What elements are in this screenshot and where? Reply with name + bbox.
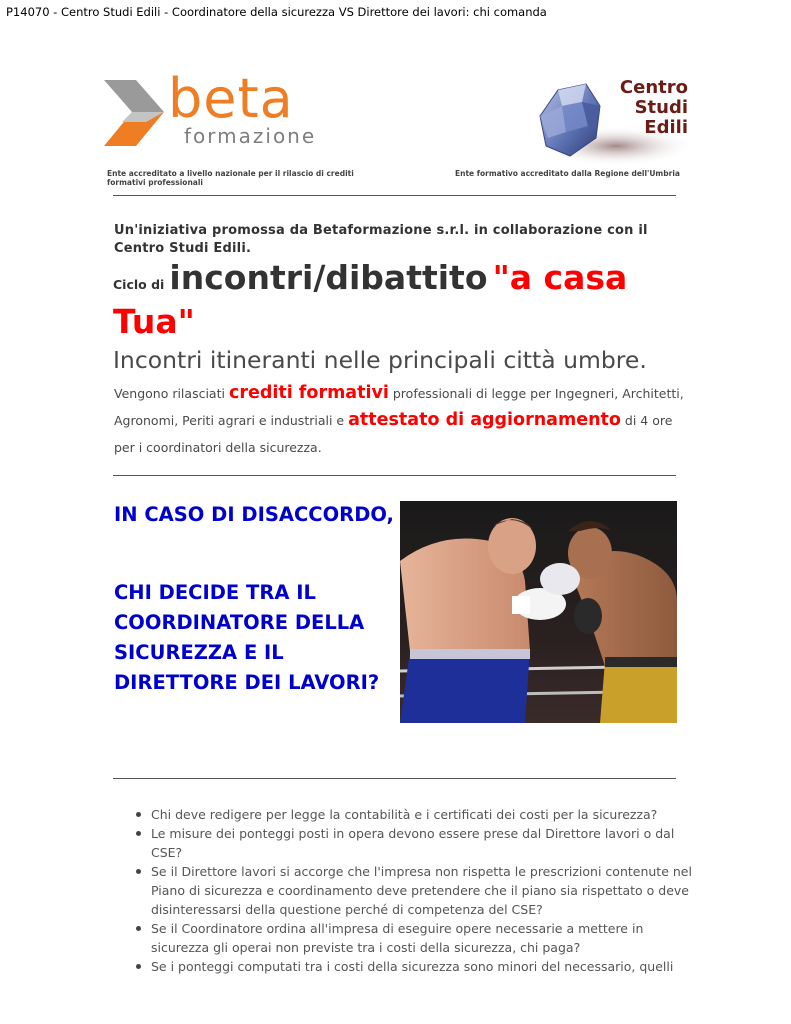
question-disaccordo: IN CASO DI DISACCORDO, [114, 503, 394, 526]
betaformazione-logo [102, 67, 322, 154]
cse-line3: Edili [644, 117, 688, 138]
centro-studi-edili-logo [526, 76, 694, 168]
question-chi-decide: CHI DECIDE TRA IL COORDINATORE DELLA SICUREZZA E IL DIRETTORE DEI LAVORI? [114, 581, 380, 694]
intro-text: Un'iniziativa promossa da Betaformazione s.r.l. in collaborazione con il Centro Studi Edili. [114, 223, 648, 256]
list-item: Le misure dei ponteggi posti in opera devono essere prese dal Direttore lavori o dal CSE? [133, 824, 693, 862]
credits-text-3: di 4 ore per i coordinatori della sicurezza. [114, 413, 673, 455]
beta-arrow-icon [102, 76, 172, 154]
accreditation-national: Ente accreditato a livello nazionale per il rilascio di crediti formativi professionali [107, 169, 354, 187]
cse-wordmark [620, 78, 688, 138]
credits-paragraph [114, 380, 684, 461]
credits-text-1: Vengono rilasciati [114, 386, 225, 401]
credits-text-2: professionali di legge per Ingegneri, Architetti, Agronomi, Periti agrari e industriali e [114, 386, 684, 428]
incontri-title: incontri/dibattito [169, 258, 488, 297]
boxing-photo [400, 501, 677, 723]
subheading: Incontri itineranti nelle principali città umbre. [113, 346, 647, 374]
headline-line1 [113, 258, 627, 297]
formazione-wordmark: formazione [184, 124, 317, 148]
boxers-image [400, 501, 677, 723]
list-item: Se i ponteggi computati tra i costi della sicurezza sono minori del necessario, quelli [133, 957, 693, 976]
beta-wordmark: beta [168, 67, 294, 130]
list-item: Se il Coordinatore ordina all'impresa di eseguire opere necessarie a mettere in sicurezza gli operai non previste tra i costi della sicurezza, chi paga? [133, 919, 693, 957]
questions-list [133, 805, 693, 976]
attestato-highlight: attestato di aggiornamento [348, 410, 621, 430]
ciclo-label: Ciclo di [113, 277, 165, 292]
divider [113, 195, 676, 196]
cse-line1: Centro [619, 77, 688, 98]
a-casa-title: "a casa [492, 258, 628, 297]
cse-line2: Studi [634, 97, 688, 118]
list-item: Chi deve redigere per legge la contabilità e i certificati dei costi per la sicurezza? [133, 805, 693, 824]
divider [113, 778, 676, 779]
divider [113, 475, 676, 476]
document-title: P14070 - Centro Studi Edili - Coordinatore della sicurezza VS Direttore dei lavori: chi comanda [6, 5, 547, 19]
tua-title: Tua" [113, 302, 195, 341]
crediti-formativi-highlight: crediti formativi [228, 383, 389, 403]
accreditation-regional: Ente formativo accreditato dalla Regione dell'Umbria [455, 169, 680, 178]
list-item: Se il Direttore lavori si accorge che l'impresa non rispetta le prescrizioni contenute nel Piano di sicurezza e coordinamento deve pretendere che il piano sia rispettato o deve disinteressarsi della questione perché di competenza del CSE? [133, 862, 693, 919]
